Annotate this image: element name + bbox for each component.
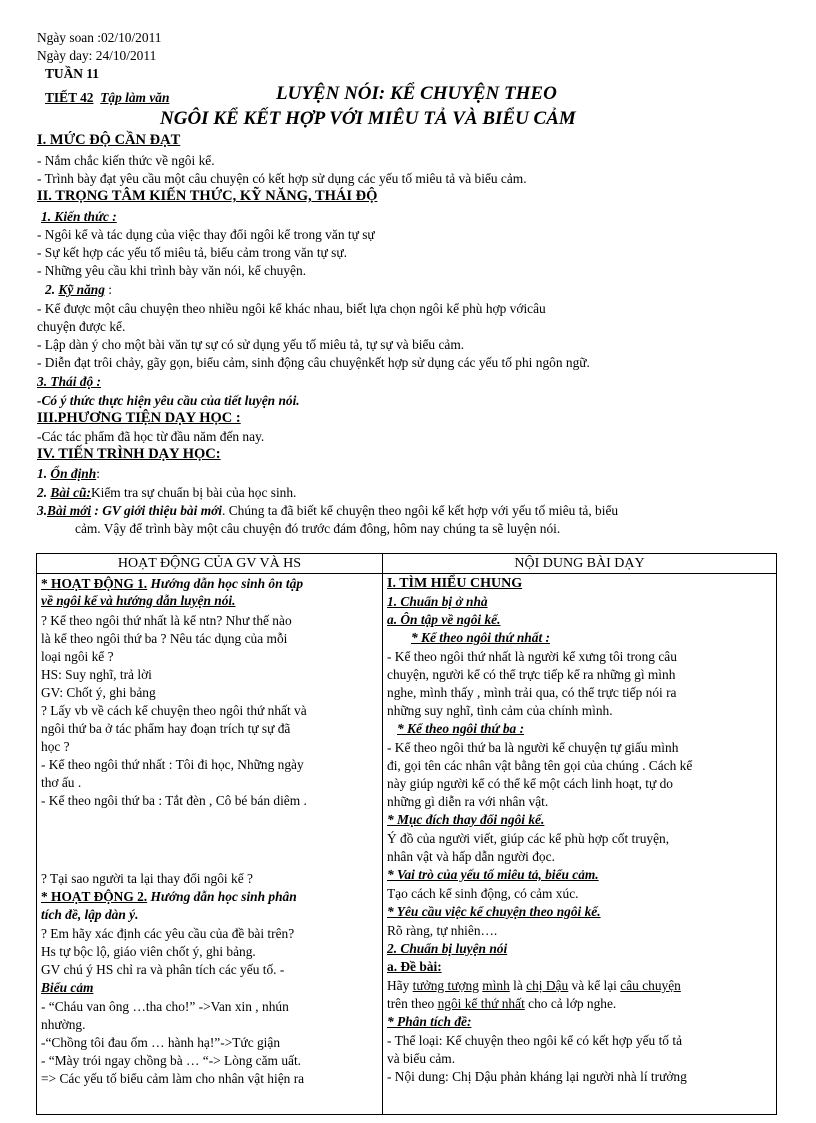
kien-thuc-item: - Những yêu cầu khi trình bày văn nói, kể chuyện. [37, 263, 307, 278]
activity-text: - Kể theo ngôi thứ nhất : Tôi đi học, Những ngày [41, 757, 304, 772]
on-dinh: 1. Ổn định: [37, 466, 100, 481]
section-1-item: - Nắm chắc kiến thức về ngôi kể. [37, 153, 215, 168]
activity-text: - Kể theo ngôi thứ ba : Tắt đèn , Cô bé bán diêm . [41, 793, 307, 808]
page-title-line-1: LUYỆN NÓI: KỂ CHUYỆN THEO [276, 83, 557, 104]
de-bai-line-2: trên theo ngôi kể thứ nhất cho cả lớp nghe. [387, 996, 617, 1011]
content-text: - Kể theo ngôi thứ nhất là người kể xưng tôi trong câu [387, 649, 677, 664]
content-text: nhân vật và hấp dẫn người đọc. [387, 849, 555, 864]
activity-text: HS: Suy nghĩ, trả lời [41, 667, 152, 682]
activity-text: - “Cháu van ông …tha cho!” ->Van xin , nhún [41, 999, 289, 1014]
bai-moi: 3.Bài mới : GV giới thiệu bài mới. Chúng ta đã biết kể chuyện theo ngôi kể kết hợp với yếu tố miêu tả, biểu [37, 503, 619, 518]
ky-nang-heading: 2. Kỹ năng : [45, 282, 112, 297]
page-title-line-2: NGÔI KỂ KẾT HỢP VỚI MIÊU TẢ VÀ BIỂU CẢM [160, 108, 576, 129]
activity-text: học ? [41, 739, 70, 754]
activity-text: GV chú ý HS chỉ ra và phân tích các yếu tố. - [41, 962, 285, 977]
kien-thuc-item: - Sự kết hợp các yếu tố miêu tả, biểu cảm trong văn tự sự. [37, 245, 347, 260]
activity-text: nhường. [41, 1017, 86, 1032]
activity-text: là kể theo ngôi thứ ba ? Nêu tác dụng của mỗi [41, 631, 288, 646]
thai-do-item: -Có ý thức thực hiện yêu cầu của tiết luyện nói. [37, 393, 300, 408]
content-heading: * Yêu cầu việc kể chuyện theo ngôi kể. [387, 904, 601, 919]
content-text: những gì diễn ra với nhân vật. [387, 794, 549, 809]
activity-2-heading-cont: tích đề, lập dàn ý. [41, 907, 139, 922]
activity-text: thơ ấu . [41, 775, 82, 790]
activity-text: ? Em hãy xác định các yêu cầu của đề bài trên? [41, 926, 295, 941]
content-section-1: I. TÌM HIỂU CHUNG [387, 576, 523, 591]
col-header-activities: HOẠT ĐỘNG CỦA GV VÀ HS [37, 554, 383, 574]
lesson-table [36, 553, 777, 1115]
content-text: - Thể loại: Kể chuyện theo ngôi kể có kết hợp yếu tố tả [387, 1033, 683, 1048]
bai-moi-line-2: cảm. Vậy để trình bày một câu chuyện đó trước đám đông, hôm nay chúng ta sẽ luyện nói. [75, 521, 561, 536]
content-heading: 2. Chuẩn bị luyện nói [387, 941, 508, 956]
de-bai-line-1: Hãy tưởng tượng mình là chị Dậu và kể lại câu chuyện [387, 978, 681, 993]
activity-2-heading: * HOẠT ĐỘNG 2. Hướng dẫn học sinh phân [41, 889, 297, 904]
content-text: - Kể theo ngôi thứ ba là người kể chuyện tự giấu mình [387, 740, 679, 755]
activity-1-heading: * HOẠT ĐỘNG 1. Hướng dẫn học sinh ôn tập [41, 576, 304, 591]
content-heading: * Kể theo ngôi thứ ba : [397, 721, 525, 736]
bieu-cam-label: Biểu cảm [41, 980, 94, 995]
activity-text: ? Kể theo ngôi thứ nhất là kể ntn? Như thế nào [41, 613, 292, 628]
activity-text: - “Mày trói ngay chồng bà … “-> Lòng căm uất. [41, 1053, 302, 1068]
subject: Tập làm văn [100, 90, 170, 105]
ky-nang-item: chuyện được kể. [37, 319, 126, 334]
col-header-content: NỘI DUNG BÀI DẠY [383, 554, 777, 574]
section-4-heading: IV. TIẾN TRÌNH DẠY HỌC: [37, 446, 221, 462]
section-1-item: - Trình bày đạt yêu cầu một câu chuyện có kết hợp sử dụng các yếu tố miêu tả và biểu cảm. [37, 171, 527, 186]
activity-text: Hs tự bộc lộ, giáo viên chốt ý, ghi bảng. [41, 944, 256, 959]
content-text: này giúp người kể có thể kể một cách linh hoạt, tự do [387, 776, 673, 791]
thai-do-heading: 3. Thái độ : [37, 374, 101, 389]
content-text: chuyện, người kể có thể trực tiếp kể ra những gì mình [387, 667, 676, 682]
content-text: nghe, mình thấy , mình trải qua, có thể trực tiếp nói ra [387, 685, 677, 700]
activity-text: GV: Chốt ý, ghi bảng [41, 685, 156, 700]
content-heading: * Mục đích thay đổi ngôi kể. [387, 812, 545, 827]
activities-cell [37, 574, 383, 1115]
activity-text: -“Chồng tôi đau ốm … hành hạ!”->Tức giận [41, 1035, 281, 1050]
activity-1-heading-cont: về ngôi kể và hướng dẫn luyện nói. [41, 593, 236, 608]
ky-nang-item: - Diễn đạt trôi chảy, gãy gọn, biểu cảm, sinh động câu chuyệnkết hợp sử dụng các yếu tố phi ngôn ngữ. [37, 355, 590, 370]
activity-question: ? Tại sao người ta lại thay đổi ngôi kể ? [41, 871, 253, 886]
content-text: Tạo cách kể sinh động, có cảm xúc. [387, 886, 579, 901]
tiet-number: TIẾT 42 [45, 90, 94, 105]
content-heading: * Kể theo ngôi thứ nhất : [411, 630, 550, 645]
ky-nang-item: - Kể được một câu chuyện theo nhiều ngôi kể khác nhau, biết lựa chọn ngôi kể phù hợp vớicâu [37, 301, 546, 316]
kien-thuc-item: - Ngôi kể và tác dụng của việc thay đổi ngôi kể trong văn tự sự [37, 227, 375, 242]
content-text: Ý đồ của người viết, giúp các kể phù hợp cốt truyện, [387, 831, 670, 846]
activity-text: loại ngôi kể ? [41, 649, 114, 664]
section-2-heading: II. TRỌNG TÂM KIẾN THỨC, KỸ NĂNG, THÁI ĐỘ [37, 188, 378, 204]
activity-text: ngôi thứ ba ở tác phẩm hay đoạn trích tự sự đã [41, 721, 291, 736]
content-text: đi, gọi tên các nhân vật bằng tên gọi của chúng . Cách kể [387, 758, 693, 773]
content-heading: * Phân tích đề: [387, 1014, 472, 1029]
tuan: TUẦN 11 [45, 66, 99, 81]
section-3-item: -Các tác phẩm đã học từ đầu năm đến nay. [37, 429, 265, 444]
content-text: Rõ ràng, tự nhiên…. [387, 923, 498, 938]
kien-thuc-heading: 1. Kiến thức : [41, 209, 117, 224]
section-1-heading: I. MỨC ĐỘ CẦN ĐẠT [37, 132, 181, 148]
content-cell [383, 574, 777, 1115]
content-heading: 1. Chuẩn bị ở nhà [387, 594, 488, 609]
activity-text: ? Lấy vb về cách kể chuyện theo ngôi thứ nhất và [41, 703, 307, 718]
content-text: và biểu cảm. [387, 1051, 456, 1066]
section-3-heading: III.PHƯƠNG TIỆN DẠY HỌC : [37, 410, 241, 426]
ky-nang-item: - Lập dàn ý cho một bài văn tự sự có sử dụng yếu tố miêu tả, tự sự và biểu cảm. [37, 337, 465, 352]
ngay-soan: Ngày soan :02/10/2011 [37, 30, 162, 45]
content-text: những suy nghĩ, tình cảm của chính mình. [387, 703, 613, 718]
tiet-line [45, 89, 169, 106]
content-heading: a. Đề bài: [387, 959, 442, 974]
bai-cu: 2. Bài cũ:Kiểm tra sự chuẩn bị bài của học sinh. [37, 485, 297, 500]
content-heading: * Vai trò của yếu tố miêu tả, biểu cảm. [387, 867, 599, 882]
activity-text: => Các yếu tố biểu cảm làm cho nhân vật hiện ra [41, 1071, 305, 1086]
content-text: - Nội dung: Chị Dậu phản kháng lại người nhà lí trưởng [387, 1069, 687, 1084]
ngay-day: Ngày day: 24/10/2011 [37, 48, 157, 63]
content-heading: a. Ôn tập về ngôi kể. [387, 612, 501, 627]
